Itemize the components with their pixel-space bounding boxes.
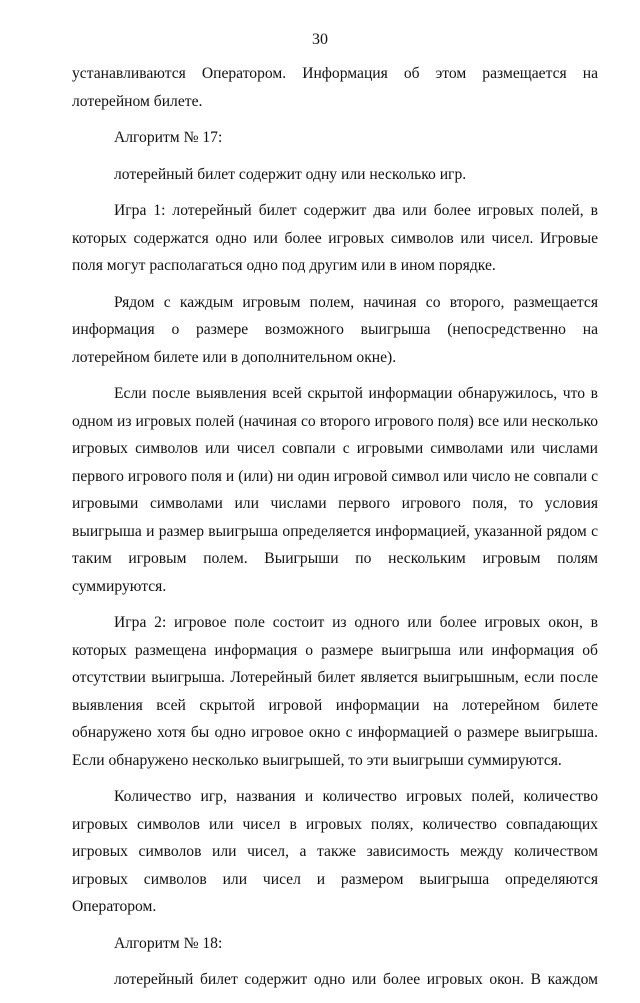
paragraph-game-1: Игра 1: лотерейный билет содержит два или более игровых полей, в которых содержатся одно или более игровых символов или чисел. Игровые поля могут располагаться одно под другим или в ином порядке.	[72, 202, 598, 274]
paragraph-ticket-games: лотерейный билет содержит одну или несколько игр.	[114, 165, 467, 183]
paragraph-game-2: Игра 2: игровое поле состоит из одного или более игровых окон, в которых размещена информация о размере выигрыша или информация об отсутствии выигрыша. Лотерейный билет является выигрышным, если после выявления всей скрытой игровой информации на лотерейном билете обнаружено хотя бы одно игровое окно с информацией о размере выигрыша. Если обнаружено несколько выигрышей, то эти выигрыши суммируются.	[72, 614, 598, 769]
algorithm-17-heading: Алгоритм № 17:	[114, 129, 223, 146]
paragraph-operator-defines: Количество игр, названия и количество игровых полей, количество игровых символов или чисел в игровых полях, количество совпадающих игровых символов или чисел, а также зависимость между количеством игровых символов или чисел и размером выигрыша определяются Оператором.	[72, 788, 598, 915]
paragraph-algorithm-18-start: лотерейный билет содержит одно или более игровых окон. В каждом	[114, 971, 598, 988]
algorithm-18-heading: Алгоритм № 18:	[114, 934, 223, 952]
document-body	[72, 60, 598, 1003]
page-number: 30	[312, 31, 328, 48]
paragraph-prize-info: Рядом с каждым игровым полем, начиная со второго, размещается информация о размере возможного выигрыша (непосредственно на лотерейном билете или в дополнительном окне).	[72, 293, 598, 366]
paragraph-win-conditions: Если после выявления всей скрытой информации обнаружилось, что в одном из игровых полей (начиная со второго игрового поля) все или несколько игровых символов или чисел совпали с игровыми символами или числами первого игрового поля и (или) ни один игровой символ или число не совпали с игровыми символами или числами первого игрового поля, то условия выигрыша и размер выигрыша определяется информацией, указанной рядом с таким игровым полем. Выигрыши по нескольким игровым полям суммируются.	[72, 385, 598, 595]
paragraph-continuation: устанавливаются Оператором. Информация об этом размещается на лотерейном билете.	[72, 65, 598, 110]
